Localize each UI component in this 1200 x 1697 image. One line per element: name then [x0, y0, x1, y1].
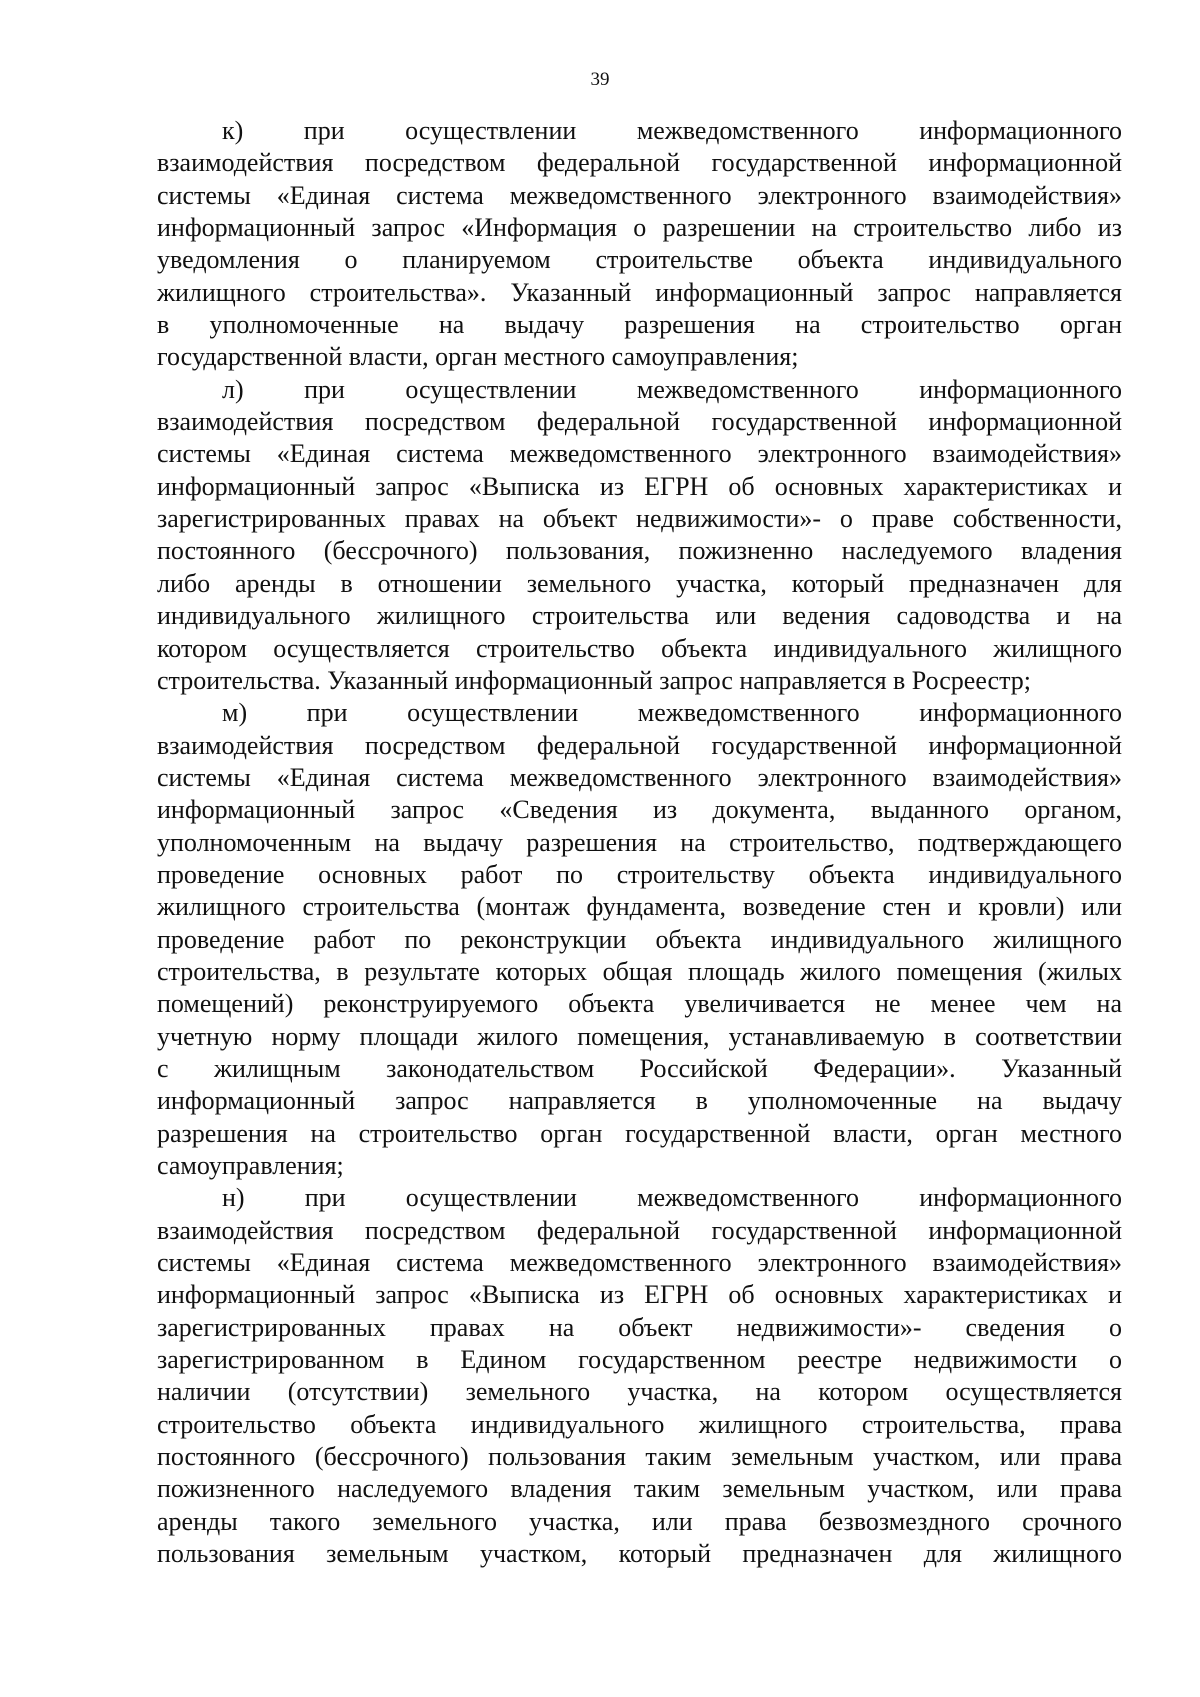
- text-line: аренды такого земельного участка, или права безвозмездного срочного: [157, 1506, 1122, 1536]
- text-line: самоуправления;: [157, 1151, 344, 1180]
- text-line: государственной власти, орган местного самоуправления;: [157, 342, 799, 372]
- text-line: разрешения на строительство орган государственной власти, орган местного: [157, 1118, 1122, 1148]
- text-line: взаимодействия посредством федеральной государственной информационной: [157, 148, 1122, 178]
- text-line: системы «Единая система межведомственного электронного взаимодействия»: [157, 439, 1122, 469]
- paragraph-m: [157, 697, 1122, 1182]
- text-line: жилищного строительства». Указанный информационный запрос направляется: [157, 277, 1122, 307]
- paragraph-n: [157, 1182, 1122, 1570]
- text-line: с жилищным законодательством Российской Федерации». Указанный: [157, 1053, 1122, 1083]
- text-line: зарегистрированном в Едином государственном реестре недвижимости о: [157, 1345, 1122, 1375]
- text-line: постоянного (бессрочного) пользования таким земельным участком, или права: [157, 1442, 1122, 1472]
- text-line: индивидуального жилищного строительства или ведения садоводства и на: [157, 601, 1122, 631]
- text-line: информационный запрос «Выписка из ЕГРН об основных характеристиках и: [157, 471, 1122, 501]
- text-line: учетную норму площади жилого помещения, устанавливаемую в соответствии: [157, 1021, 1122, 1051]
- text-line: информационный запрос направляется в уполномоченные на выдачу: [157, 1086, 1122, 1116]
- text-line: проведение работ по реконструкции объекта индивидуального жилищного: [157, 924, 1122, 954]
- document-body: [157, 115, 1122, 1570]
- text-line: уполномоченным на выдачу разрешения на строительство, подтверждающего: [157, 827, 1122, 857]
- text-line: л) при осуществлении межведомственного информационного: [222, 374, 1122, 404]
- text-line: строительства, в результате которых общая площадь жилого помещения (жилых: [157, 956, 1122, 986]
- text-line: взаимодействия посредством федеральной государственной информационной: [157, 407, 1122, 437]
- text-line: н) при осуществлении межведомственного информационного: [222, 1183, 1122, 1213]
- text-line: строительства. Указанный информационный запрос направляется в Росреестр;: [157, 665, 1031, 695]
- text-line: системы «Единая система межведомственного электронного взаимодействия»: [157, 1248, 1122, 1278]
- page-number: 39: [590, 69, 610, 90]
- text-line: проведение основных работ по строительству объекта индивидуального: [157, 859, 1122, 889]
- paragraph-l: [157, 374, 1122, 697]
- text-line: котором осуществляется строительство объекта индивидуального жилищного: [157, 633, 1122, 663]
- text-line: зарегистрированных правах на объект недвижимости»- о праве собственности,: [157, 504, 1122, 534]
- text-line: строительство объекта индивидуального жилищного строительства, права: [157, 1409, 1122, 1439]
- text-line: взаимодействия посредством федеральной государственной информационной: [157, 1215, 1122, 1245]
- text-line: помещений) реконструируемого объекта увеличивается не менее чем на: [157, 989, 1122, 1019]
- text-line: системы «Единая система межведомственного электронного взаимодействия»: [157, 762, 1122, 792]
- text-line: взаимодействия посредством федеральной государственной информационной: [157, 730, 1122, 760]
- text-line: информационный запрос «Сведения из документа, выданного органом,: [157, 795, 1122, 825]
- text-line: либо аренды в отношении земельного участка, который предназначен для: [157, 568, 1122, 598]
- text-line: зарегистрированных правах на объект недвижимости»- сведения о: [157, 1312, 1122, 1342]
- text-line: постоянного (бессрочного) пользования, пожизненно наследуемого владения: [157, 536, 1122, 566]
- text-line: уведомления о планируемом строительстве объекта индивидуального: [157, 245, 1122, 275]
- text-line: в уполномоченные на выдачу разрешения на строительство орган: [157, 310, 1122, 340]
- text-line: информационный запрос «Информация о разрешении на строительство либо из: [157, 213, 1122, 243]
- text-line: пожизненного наследуемого владения таким земельным участком, или права: [157, 1474, 1122, 1504]
- text-line: пользования земельным участком, который предназначен для жилищного: [157, 1539, 1122, 1569]
- text-line: м) при осуществлении межведомственного информационного: [222, 698, 1122, 728]
- text-line: информационный запрос «Выписка из ЕГРН об основных характеристиках и: [157, 1280, 1122, 1310]
- text-line: к) при осуществлении межведомственного информационного: [222, 116, 1122, 145]
- text-line: жилищного строительства (монтаж фундамента, возведение стен и кровли) или: [157, 892, 1122, 922]
- paragraph-k: [157, 115, 1122, 374]
- text-line: наличии (отсутствии) земельного участка, на котором осуществляется: [157, 1377, 1122, 1407]
- text-line: системы «Единая система межведомственного электронного взаимодействия»: [157, 180, 1122, 210]
